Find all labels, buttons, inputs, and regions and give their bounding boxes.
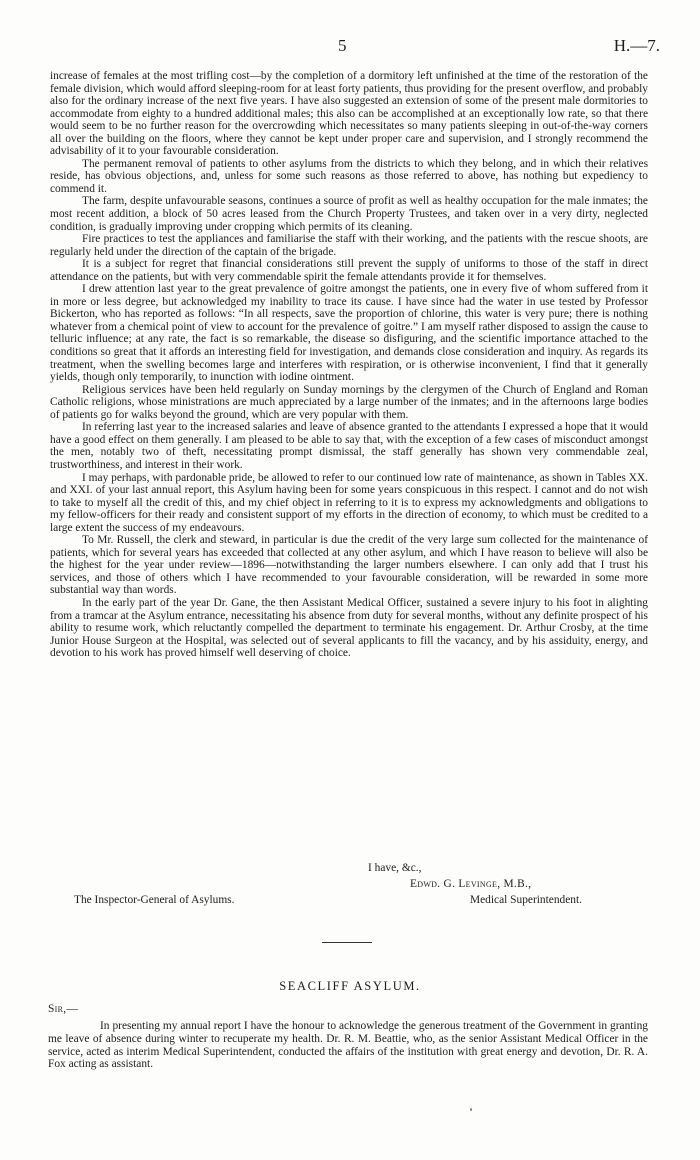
page-number: 5: [338, 36, 347, 55]
salutation: Sir,—: [48, 1003, 79, 1015]
paragraph: I drew attention last year to the great prevalence of goitre amongst the patients, one in every five of whom suffered from it in more or less degree, but acknowledged my inability to trace its cause. I have since had the water in use tested by Professor Bickerton, who has reported as follows: “In all respects, save the proportion of chlorine, this water is very pure; there is nothing whatever from a chemical point of view to account for the prevalence of goitre.” I am myself rather disposed to assign the cause to telluric influence; at any rate, the fact is so remarkable, the disease so disfiguring, and the scientific importance attached to the conditions so great that it affords an interesting field for investigation, and demands close consideration and inquiry. As regards its treatment, when the swelling becomes large and interferes with respiration, or is otherwise inconvenient, I find that it generally yields, though only temporarily, to inunction with iodine ointment.: [50, 283, 648, 384]
paragraph: In referring last year to the increased salaries and leave of absence granted to the attendants I expressed a hope that it would have a good effect on them generally. I am pleased to be able to say that, with the exception of a few cases of misconduct amongst the men, notably two of theft, necessitating prompt dismissal, the staff generally has shown very commendable zeal, trustworthiness, and interest in their work.: [50, 421, 648, 471]
paragraph: Fire practices to test the appliances and familiarise the staff with their working, and the patients with the rescue shoots, are regularly held under the direction of the captain of the brigade.: [50, 233, 648, 258]
paragraph-continued: increase of females at the most trifling cost—by the completion of a dormitory left unfinished at the time of the restoration of the female division, which would afford sleeping-room for at least forty patients, thus providing for the present overflow, and probably also for the ordinary increase of the next five years. I have also suggested an extension of some of the present male dormitories to accommodate from eighty to a hundred additional males; this also can be accomplished at an exceptionally low rate, so that there would seem to be no further reason for the overcrowding which necessitates so many patients sleeping in out-of-the-way corners all over the building on the floors, where they cannot be kept under proper care and supervision, and I strongly recommend the advisability of it to your favourable consideration.: [50, 70, 648, 158]
page-header: [0, 36, 700, 58]
paragraph: In presenting my annual report I have the honour to acknowledge the generous treatment of the Government in granting me leave of absence during winter to recuperate my health. Dr. R. M. Beattie, who, as the senior Assistant Medical Officer in the service, acted as interim Medical Superintendent, conducted the affairs of the institution with great energy and devotion, Dr. R. A. Fox acting as assistant.: [48, 1020, 648, 1071]
closing-line: I have, &c.,: [368, 862, 422, 874]
document-code: H.—7.: [613, 36, 660, 55]
paragraph: Religious services have been held regularly on Sunday mornings by the clergymen of the Church of England and Roman Catholic religions, whose ministrations are much appreciated by a large number of the inmates; and in the afternoons large bodies of patients go for walks beyond the ground, which are very popular with them.: [50, 383, 648, 421]
paragraph: The permanent removal of patients to other asylums from the districts to which they belong, and in which their relatives reside, has obvious objections, and, unless for some such reasons as those referred to above, has nothing but expediency to commend it.: [50, 157, 648, 195]
section-body: [48, 1020, 648, 1071]
paragraph: It is a subject for regret that financial considerations still prevent the supply of uniforms to those of the staff in direct attendance on the patients, but with very commendable spirit the female attendants provide it for themselves.: [50, 258, 648, 283]
paragraph: To Mr. Russell, the clerk and steward, in particular is due the credit of the very large sum collected for the maintenance of patients, which for several years has exceeded that collected at any other asylum, and which I have reason to believe will also be the highest for the year under review—1896—notwithstanding the larger numbers elsewhere. I can only add that I trust his services, and those of others which I have recommended to your favourable consideration, will be rewarded in some more substantial way than words.: [50, 534, 648, 597]
signatory-title: Medical Superintendent.: [470, 894, 582, 906]
report-body: [50, 70, 648, 660]
signatory-name: Edwd. G. Levinge, M.B.,: [410, 878, 532, 890]
section-title: SEACLIFF ASYLUM.: [279, 979, 421, 993]
signoff-block: [50, 862, 648, 916]
paragraph: The farm, despite unfavourable seasons, continues a source of profit as well as healthy occupation for the male inmates; the most recent addition, a block of 50 acres leased from the Church Property Trustees, and taken over in a very dirty, neglected condition, is gradually improving under cropping which permits of its cleaning.: [50, 195, 648, 233]
print-speck: [470, 1108, 472, 1111]
paragraph: In the early part of the year Dr. Gane, the then Assistant Medical Officer, sustained a severe injury to his foot in alighting from a tramcar at the Asylum entrance, necessitating his absence from duty for several months, without any definite prospect of his ability to resume work, which reluctantly compelled the department to terminate his engagement. Dr. Arthur Crosby, at the time Junior House Surgeon at the Hospital, was selected out of several applicants to fill the vacancy, and by his assiduity, energy, and devotion to his work has proved himself well deserving of choice.: [50, 596, 648, 660]
paragraph: I may perhaps, with pardonable pride, be allowed to refer to our continued low rate of maintenance, as shown in Tables XX. and XXI. of your last annual report, this Asylum having been for some years conspicuous in this respect. I cannot and do not wish to take to myself all the credit of this, and my chief object in referring to it is to express my acknowledgments and obligations to my fellow-officers for their ready and consistent support of my efforts in the direction of economy, to which must be credited to a large extent the success of my endeavours.: [50, 471, 648, 534]
section-divider: [322, 942, 372, 943]
recipient-line: The Inspector-General of Asylums.: [74, 894, 235, 906]
